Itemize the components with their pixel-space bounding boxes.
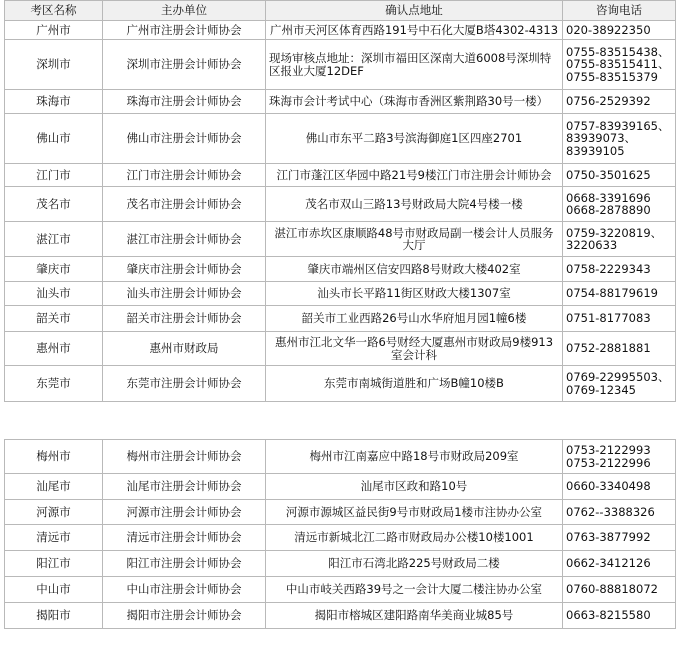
header-phone: 咨询电话: [563, 1, 676, 21]
address-cell: [266, 474, 563, 500]
cell-line: 0754-88179619: [566, 286, 658, 301]
cell-line: 0763-3877992: [566, 530, 651, 545]
cell-line: 0668-3391696: [566, 190, 651, 205]
table-row: [5, 187, 676, 222]
organizer-cell: 揭阳市注册会计师协会: [103, 603, 266, 629]
table-row: [5, 164, 676, 187]
cell-line: 0755-83515379: [566, 69, 658, 84]
organizer-cell: 江门市注册会计师协会: [103, 164, 266, 187]
phone-cell: [563, 525, 676, 551]
organizer-cell: 清远市注册会计师协会: [103, 525, 266, 551]
table-row: [5, 40, 676, 90]
table-row: [5, 90, 676, 114]
address-cell: [266, 282, 563, 306]
table-row: [5, 500, 676, 525]
cell-line: 大厅: [402, 238, 426, 252]
header-organizer: 主办单位: [103, 1, 266, 21]
address-cell: [266, 222, 563, 257]
phone-cell: [563, 474, 676, 500]
table-row: [5, 603, 676, 629]
table-row: [5, 114, 676, 164]
table-row: [5, 257, 676, 282]
header-region: 考区名称: [5, 1, 103, 21]
organizer-cell: 中山市注册会计师协会: [103, 577, 266, 603]
region-cell: 深圳市: [5, 40, 103, 90]
table-body-main: [5, 21, 676, 402]
header-address: 确认点地址: [266, 1, 563, 21]
table-row: [5, 21, 676, 40]
cell-line: 0755-83515411、: [566, 57, 670, 72]
cell-line: 0757-83939165、: [566, 118, 670, 133]
cell-line: 0769-12345: [566, 382, 636, 397]
organizer-cell: 湛江市注册会计师协会: [103, 222, 266, 257]
region-cell: 汕尾市: [5, 474, 103, 500]
table-row: [5, 332, 676, 366]
cell-line: 珠海市会计考试中心（珠海市香洲区紫荆路30号一楼）: [269, 94, 549, 109]
phone-cell: [563, 164, 676, 187]
address-cell: [266, 257, 563, 282]
phone-cell: [563, 500, 676, 525]
region-cell: 湛江市: [5, 222, 103, 257]
cell-line: 0752-2881881: [566, 341, 651, 356]
organizer-cell: 汕头市注册会计师协会: [103, 282, 266, 306]
table-row: [5, 474, 676, 500]
region-cell: 清远市: [5, 525, 103, 551]
cell-line: 茂名市双山三路13号财政局大院4号楼一楼: [305, 196, 523, 211]
region-cell: 阳江市: [5, 551, 103, 577]
cell-line: 区报业大厦12DEF: [269, 63, 364, 78]
region-cell: 韶关市: [5, 306, 103, 332]
address-cell: [266, 440, 563, 474]
phone-cell: [563, 603, 676, 629]
cell-line: 室会计科: [391, 347, 437, 362]
organizer-cell: 汕尾市注册会计师协会: [103, 474, 266, 500]
phone-cell: [563, 21, 676, 40]
address-cell: [266, 366, 563, 402]
cell-line: 广州市天河区体育西路191号中石化大厦B塔4302-4313: [269, 22, 559, 37]
cell-line: 揭阳市榕城区建阳路南华美商业城85号: [314, 608, 514, 623]
phone-cell: [563, 40, 676, 90]
address-cell: [266, 40, 563, 90]
organizer-cell: 深圳市注册会计师协会: [103, 40, 266, 90]
organizer-cell: 肇庆市注册会计师协会: [103, 257, 266, 282]
address-cell: [266, 306, 563, 332]
cell-line: 肇庆市端州区信安四路8号财政大楼402室: [307, 261, 521, 276]
cell-line: 佛山市东平二路3号滨海御庭1区四座2701: [305, 131, 523, 146]
cell-line: 阳江市石湾北路225号财政局二楼: [328, 556, 500, 571]
region-cell: 肇庆市: [5, 257, 103, 282]
address-cell: [266, 603, 563, 629]
address-cell: [266, 187, 563, 222]
phone-cell: [563, 90, 676, 114]
cell-line: 韶关市工业西路26号山水华府旭月园1幢6楼: [301, 311, 527, 326]
region-cell: 中山市: [5, 577, 103, 603]
cell-line: 3220633: [566, 238, 618, 252]
region-cell: 河源市: [5, 500, 103, 525]
region-cell: 东莞市: [5, 366, 103, 402]
table-row: [5, 577, 676, 603]
phone-cell: [563, 577, 676, 603]
phone-cell: [563, 366, 676, 402]
organizer-cell: 梅州市注册会计师协会: [103, 440, 266, 474]
cell-line: 0663-8215580: [566, 608, 651, 623]
phone-cell: [563, 187, 676, 222]
region-cell: 佛山市: [5, 114, 103, 164]
table-row: [5, 440, 676, 474]
region-cell: 广州市: [5, 21, 103, 40]
cell-line: 0753-2122993: [566, 443, 651, 457]
phone-cell: [563, 332, 676, 366]
table-body-secondary: [5, 440, 676, 629]
phone-cell: [563, 114, 676, 164]
organizer-cell: 广州市注册会计师协会: [103, 21, 266, 40]
table-row: [5, 551, 676, 577]
region-cell: 惠州市: [5, 332, 103, 366]
organizer-cell: 珠海市注册会计师协会: [103, 90, 266, 114]
organizer-cell: 惠州市财政局: [103, 332, 266, 366]
cell-line: 东莞市南城街道胜和广场B幢10楼B: [324, 376, 504, 391]
cell-line: 0759-3220819、: [566, 225, 663, 240]
address-cell: [266, 551, 563, 577]
cell-line: 河源市源城区益民街9号市财政局1楼市注协办公室: [285, 504, 543, 519]
organizer-cell: 韶关市注册会计师协会: [103, 306, 266, 332]
region-cell: 梅州市: [5, 440, 103, 474]
organizer-cell: 阳江市注册会计师协会: [103, 551, 266, 577]
cell-line: 梅州市江南嘉应中路18号市财政局209室: [309, 449, 519, 464]
cell-line: 83939105: [566, 143, 625, 158]
cell-line: 0660-3340498: [566, 479, 651, 494]
phone-cell: [563, 440, 676, 474]
cell-line: 湛江市赤坎区康顺路48号市财政局副一楼会计人员服务: [274, 225, 554, 240]
cell-line: 汕尾市区政和路10号: [360, 479, 468, 494]
phone-cell: [563, 551, 676, 577]
region-cell: 江门市: [5, 164, 103, 187]
cell-line: 83939073、: [566, 131, 637, 146]
region-cell: 茂名市: [5, 187, 103, 222]
region-cell: 珠海市: [5, 90, 103, 114]
address-cell: [266, 500, 563, 525]
cell-line: 现场审核点地址：深圳市福田区深南大道6008号深圳特: [269, 51, 552, 65]
exam-sites-table-secondary: [4, 439, 676, 629]
cell-line: 0753-2122996: [566, 455, 651, 470]
organizer-cell: 东莞市注册会计师协会: [103, 366, 266, 402]
table-row: [5, 306, 676, 332]
cell-line: 0750-3501625: [566, 167, 651, 182]
phone-cell: [563, 257, 676, 282]
cell-line: 0668-2878890: [566, 203, 651, 217]
table-header-row: [5, 1, 676, 21]
phone-cell: [563, 306, 676, 332]
cell-line: 清远市新城北江二路市财政局办公楼10楼1001: [294, 530, 534, 545]
address-cell: [266, 90, 563, 114]
address-cell: [266, 114, 563, 164]
cell-line: 0756-2529392: [566, 94, 651, 109]
address-cell: [266, 21, 563, 40]
table-row: [5, 222, 676, 257]
cell-line: 中山市岐关西路39号之一会计大厦二楼注协办公室: [285, 582, 543, 597]
table-row: [5, 525, 676, 551]
cell-line: 汕头市长平路11街区财政大楼1307室: [317, 286, 511, 301]
phone-cell: [563, 222, 676, 257]
address-cell: [266, 525, 563, 551]
address-cell: [266, 164, 563, 187]
cell-line: 0769-22995503、: [566, 370, 670, 384]
address-cell: [266, 577, 563, 603]
cell-line: 0755-83515438、: [566, 44, 670, 59]
region-cell: 汕头市: [5, 282, 103, 306]
cell-line: 惠州市江北文华一路6号财经大厦惠州市财政局9楼913: [274, 335, 554, 349]
table-row: [5, 366, 676, 402]
cell-line: 0762--3388326: [566, 504, 655, 519]
organizer-cell: 河源市注册会计师协会: [103, 500, 266, 525]
region-cell: 揭阳市: [5, 603, 103, 629]
organizer-cell: 茂名市注册会计师协会: [103, 187, 266, 222]
table-row: [5, 282, 676, 306]
cell-line: 0751-8177083: [566, 311, 651, 326]
cell-line: 0760-88818072: [566, 582, 658, 597]
cell-line: 江门市蓬江区华园中路21号9楼江门市注册会计师协会: [276, 167, 552, 182]
exam-sites-table-main: [4, 0, 676, 402]
cell-line: 0662-3412126: [566, 556, 651, 571]
phone-cell: [563, 282, 676, 306]
cell-line: 0758-2229343: [566, 261, 651, 276]
organizer-cell: 佛山市注册会计师协会: [103, 114, 266, 164]
address-cell: [266, 332, 563, 366]
cell-line: 020-38922350: [566, 22, 651, 37]
